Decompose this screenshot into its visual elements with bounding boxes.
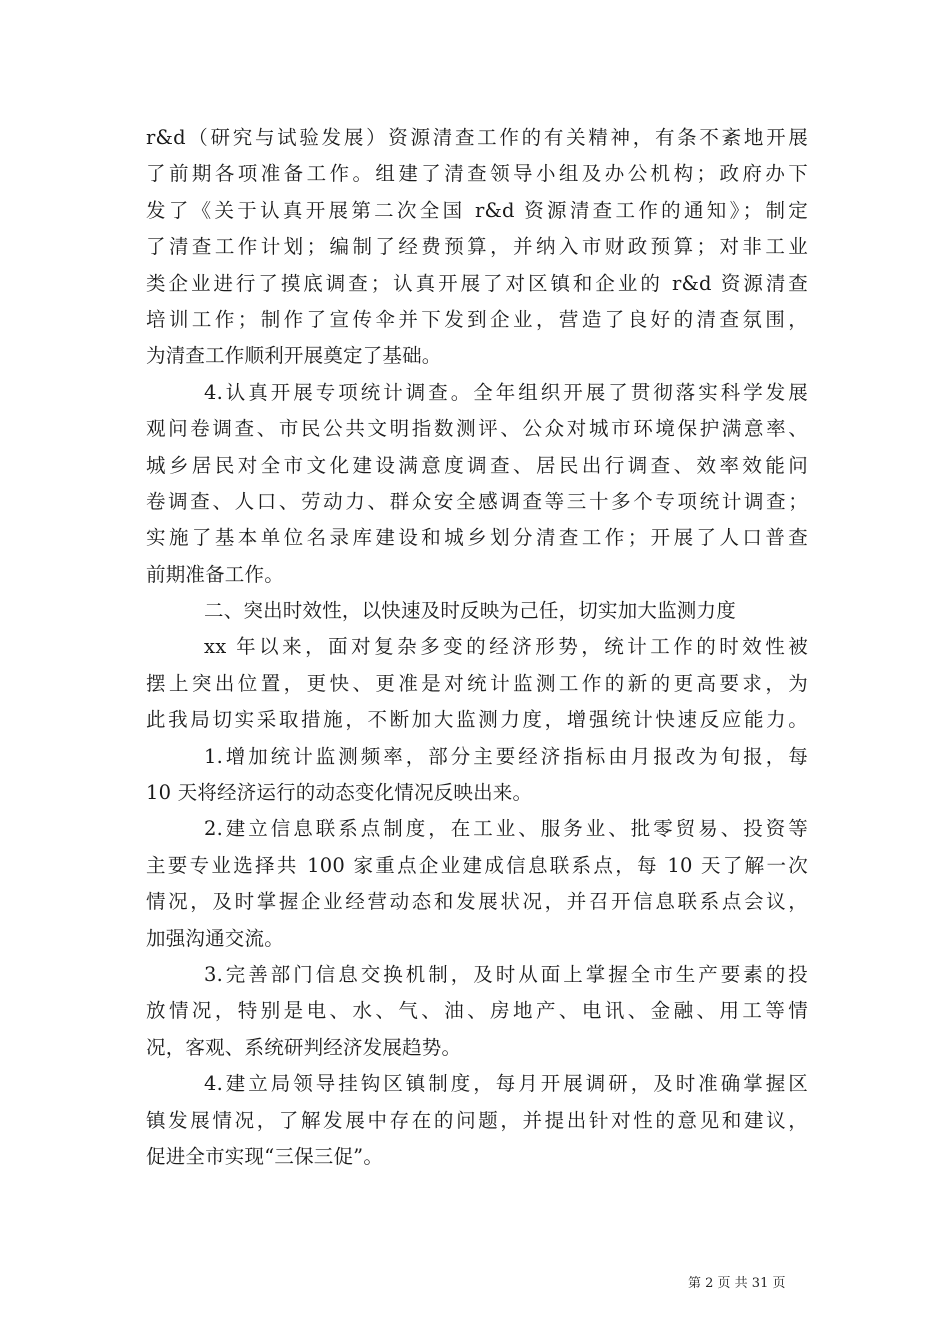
text-line: 城乡居民对全市文化建设满意度调查、居民出行调查、效率效能问 [146, 453, 808, 477]
text-line: 为清查工作顺利开展奠定了基础。 [146, 344, 442, 368]
text-line: xx 年以来，面对复杂多变的经济形势，统计工作的时效性被 [204, 635, 808, 659]
text-line: 10 天将经济运行的动态变化情况反映出来。 [146, 781, 533, 805]
text-line: 前期准备工作。 [146, 562, 284, 586]
page-number: 第 2 页 共 31 页 [688, 1276, 786, 1291]
text-line: 1.增加统计监测频率，部分主要经济指标由月报改为旬报，每 [204, 744, 808, 768]
text-line: r&d（研究与试验发展）资源清查工作的有关精神，有条不紊地开展 [146, 126, 808, 149]
text-line: 了清查工作计划；编制了经费预算，并纳入市财政预算；对非工业 [146, 235, 808, 259]
text-line: 卷调查、人口、劳动力、群众安全感调查等三十多个专项统计调查； [146, 489, 808, 513]
text-line: 4.认真开展专项统计调查。全年组织开展了贯彻落实科学发展 [204, 380, 808, 404]
text-line: 3.完善部门信息交换机制，及时从面上掌握全市生产要素的投 [204, 962, 808, 986]
text-line: 培训工作；制作了宣传伞并下发到企业，营造了良好的清查氛围， [146, 307, 808, 331]
text-line: 放情况，特别是电、水、气、油、房地产、电讯、金融、用工等情 [146, 999, 808, 1023]
text-line: 此我局切实采取措施，不断加大监测力度，增强统计快速反应能力。 [146, 708, 808, 732]
text-line: 类企业进行了摸底调查；认真开展了对区镇和企业的 r&d 资源清查 [146, 271, 808, 295]
section-heading: 二、突出时效性，以快速及时反映为己任，切实加大监测力度 [204, 599, 736, 623]
text-line: 发了《关于认真开展第二次全国 r&d 资源清查工作的通知》；制定 [146, 198, 808, 222]
text-line: 情况，及时掌握企业经营动态和发展状况，并召开信息联系点会议， [146, 890, 808, 914]
text-line: 观问卷调查、市民公共文明指数测评、公众对城市环境保护满意率、 [146, 417, 808, 441]
text-line: 4.建立局领导挂钩区镇制度，每月开展调研，及时准确掌握区 [204, 1072, 808, 1096]
text-line: 了前期各项准备工作。组建了清查领导小组及办公机构；政府办下 [146, 162, 808, 186]
text-line: 主要专业选择共 100 家重点企业建成信息联系点，每 10 天了解一次 [146, 853, 808, 877]
text-line: 加强沟通交流。 [146, 926, 284, 950]
text-line: 镇发展情况，了解发展中存在的问题，并提出针对性的意见和建议， [146, 1108, 808, 1132]
document-body [146, 120, 808, 1175]
text-line: 况，客观、系统研判经济发展趋势。 [146, 1035, 462, 1059]
text-line: 摆上突出位置，更快、更准是对统计监测工作的新的更高要求，为 [146, 671, 808, 695]
text-line: 实施了基本单位名录库建设和城乡划分清查工作；开展了人口普查 [146, 526, 808, 550]
text-line: 2.建立信息联系点制度，在工业、服务业、批零贸易、投资等 [204, 817, 808, 841]
text-line: 促进全市实现“三保三促”。 [146, 1144, 384, 1168]
